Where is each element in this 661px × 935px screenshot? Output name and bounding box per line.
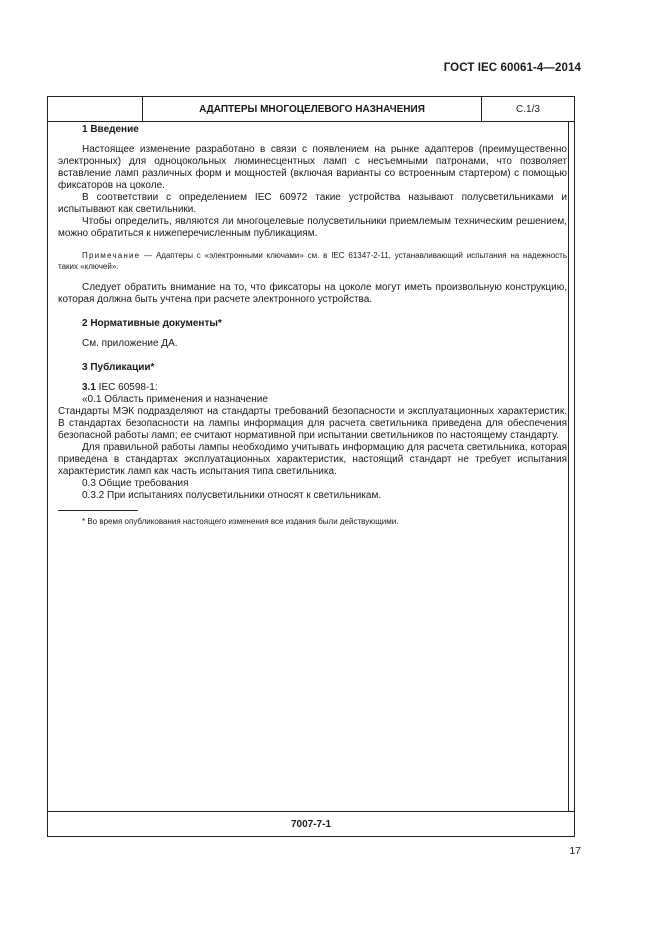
frame-header [48,97,574,122]
frame-header-empty-cell [48,97,143,121]
frame-title: АДАПТЕРЫ МНОГОЦЕЛЕВОГО НАЗНАЧЕНИЯ [143,97,482,121]
quote-line: 0.3.2 При испытаниях полусветильники относят к светильникам. [82,490,382,501]
section-1-paragraph: Чтобы определить, являются ли многоцелевые полусветильники приемлемым техническим решением, можно обратиться к нижеперечисленным публикациям. [58,216,567,239]
clause-3-1-number: 3.1 [82,382,96,393]
section-2-paragraph: См. приложение ДА. [82,338,178,349]
frame-sheet-number: С.1/3 [516,103,540,115]
quote-paragraph: Стандарты МЭК подразделяют на стандарты требований безопасности и эксплуатационных характеристик. В стандартах безопасности на лампы информация для расчета светильника приведена для обеспечения безопасной работы ламп; ее считают нормативной при испытании светильников по настоящему стандарту. [58,406,567,441]
quote-line: 0.3 Общие требования [82,478,189,489]
section-2-heading: 2 Нормативные документы* [82,318,222,329]
note-text: — Адаптеры с «электронными ключами» см. в IEC 61347-2-11, устанавливающий испытания на надежность таких «ключей». [58,251,567,271]
quote-paragraph: Для правильной работы лампы необходимо учитывать информацию для расчета светильника, которая приведена в стандартах эксплуатационных характеристик, настоящий стандарт не требует испытания характеристик ламп как часть испытания типа светильника. [58,442,567,477]
clause-3-1-text: IEC 60598-1: [95,382,158,393]
section-3-heading: 3 Публикации* [82,362,155,373]
footnote: * Во время опубликования настоящего изменения все издания были действующими. [82,517,399,526]
note-label: Примечание [82,251,141,260]
note [58,250,567,272]
section-1-paragraph: В соответствии с определением IEC 60972 такие устройства называют полусветильниками и испытывают как светильники. [58,192,567,215]
quote-line: «0.1 Область применения и назначение [82,394,268,405]
footnote-separator [58,510,138,511]
frame-inner-border [568,121,569,812]
standard-code: ГОСТ IEC 60061-4—2014 [443,62,581,74]
section-1-paragraph: Следует обратить внимание на то, что фиксаторы на цоколе могут иметь произвольную конструкцию, которая должна быть учтена при расчете электронного устройства. [58,282,567,305]
frame-footer-code: 7007-7-1 [48,811,574,836]
section-1-paragraph: Настоящее изменение разработано в связи с появлением на рынке адаптеров (преимущественно электронных) для одноцокольных люминесцентных ламп с несъемными патронами, что позволяет вставление ламп различных форм и мощностей (включая варианты со встроенным стартером) с помощью фиксаторов на цоколе. [58,144,567,191]
document-body [58,124,567,527]
section-1-heading: 1 Введение [82,124,139,135]
clause-3-1 [82,382,567,394]
page-number: 17 [569,845,581,857]
